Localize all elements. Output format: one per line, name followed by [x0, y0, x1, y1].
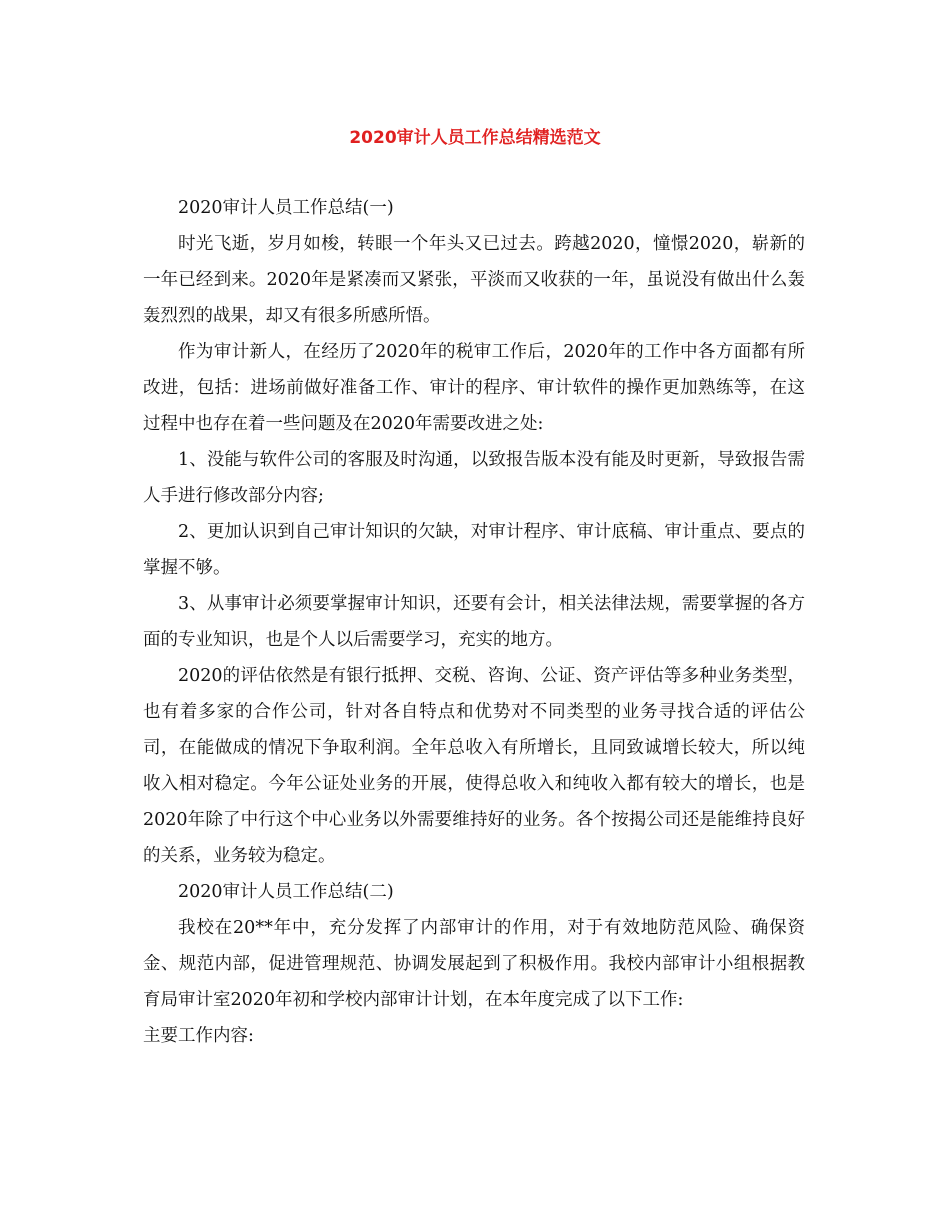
- section-heading-1: 2020审计人员工作总结(一): [178, 198, 394, 218]
- document-title: 2020审计人员工作总结精选范文: [349, 128, 601, 148]
- subheading: 主要工作内容:: [143, 1026, 254, 1046]
- document-body: [143, 190, 805, 1054]
- paragraph: 2020的评估依然是有银行抵押、交税、咨询、公证、资产评估等多种业务类型，也有着多家的合作公司，针对各自特点和优势对不同类型的业务寻找合适的评估公司，在能做成的情况下争取利润。全年总收入有所增长，且同致诚增长较大，所以纯收入相对稳定。今年公证处业务的开展，使得总收入和纯收入都有较大的增长，也是2020年除了中行这个中心业务以外需要维持好的业务。各个按揭公司还是能维持良好的关系，业务较为稳定。: [143, 666, 805, 866]
- list-item: 2、更加认识到自己审计知识的欠缺，对审计程序、审计底稿、审计重点、要点的掌握不够。: [143, 522, 805, 578]
- paragraph: 我校在20**年中，充分发挥了内部审计的作用，对于有效地防范风险、确保资金、规范内部，促进管理规范、协调发展起到了积极作用。我校内部审计小组根据教育局审计室2020年初和学校内部审计计划，在本年度完成了以下工作:: [143, 918, 805, 1010]
- paragraph: 时光飞逝，岁月如梭，转眼一个年头又已过去。跨越2020，憧憬2020，崭新的一年已经到来。2020年是紧凑而又紧张，平淡而又收获的一年，虽说没有做出什么轰轰烈烈的战果，却又有很多所感所悟。: [143, 234, 805, 326]
- list-item: 3、从事审计必须要掌握审计知识，还要有会计，相关法律法规，需要掌握的各方面的专业知识，也是个人以后需要学习，充实的地方。: [143, 594, 805, 650]
- section-heading-2: 2020审计人员工作总结(二): [178, 882, 394, 902]
- list-item: 1、没能与软件公司的客服及时沟通，以致报告版本没有能及时更新，导致报告需人手进行修改部分内容;: [143, 450, 805, 506]
- paragraph: 作为审计新人，在经历了2020年的税审工作后，2020年的工作中各方面都有所改进，包括：进场前做好准备工作、审计的程序、审计软件的操作更加熟练等，在这过程中也存在着一些问题及在2020年需要改进之处:: [143, 342, 805, 434]
